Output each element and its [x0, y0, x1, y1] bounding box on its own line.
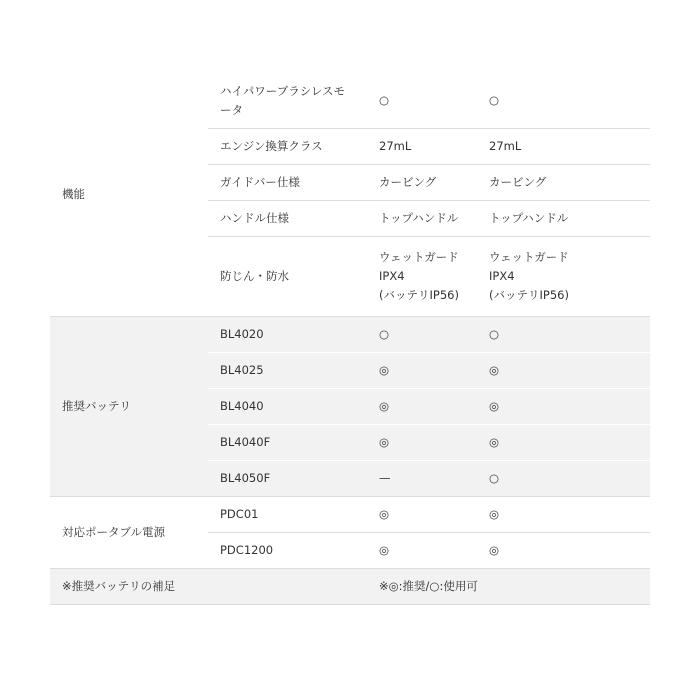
table-row-note: [50, 568, 650, 604]
value-model-a: ○: [367, 316, 477, 352]
table-row: [50, 316, 650, 352]
row-label: BL4025: [208, 352, 367, 388]
value-model-b: ○: [477, 460, 650, 496]
row-label: ハイパワーブラシレスモ ータ: [208, 74, 367, 128]
row-label: BL4040F: [208, 424, 367, 460]
row-label: PDC1200: [208, 532, 367, 568]
value-model-a: トップハンドル: [367, 200, 477, 236]
value-model-a: ◎: [367, 496, 477, 532]
value-model-a: —: [367, 460, 477, 496]
row-label: BL4040: [208, 388, 367, 424]
value-model-b: ◎: [477, 424, 650, 460]
value-model-b: ◎: [477, 388, 650, 424]
row-label: 防じん・防水: [208, 236, 367, 316]
value-model-b: カービング: [477, 164, 650, 200]
value-model-a: ウェットガード IPX4 (バッテリIP56): [367, 236, 477, 316]
value-model-b: ◎: [477, 532, 650, 568]
group-label-features: 機能: [50, 74, 208, 316]
value-model-a: 27mL: [367, 128, 477, 164]
value-model-b: ◎: [477, 352, 650, 388]
value-model-a: ◎: [367, 352, 477, 388]
note-text: ※◎:推奨/○:使用可: [367, 568, 650, 604]
value-model-b: 27mL: [477, 128, 650, 164]
value-model-b: ○: [477, 316, 650, 352]
note-label: ※推奨バッテリの補足: [50, 568, 367, 604]
row-label: BL4020: [208, 316, 367, 352]
row-label: ガイドバー仕様: [208, 164, 367, 200]
value-model-b: ◎: [477, 496, 650, 532]
group-label-recommended-battery: 推奨バッテリ: [50, 316, 208, 496]
value-model-a: ◎: [367, 388, 477, 424]
group-label-portable-power: 対応ポータブル電源: [50, 496, 208, 568]
value-model-b: ウェットガード IPX4 (バッテリIP56): [477, 236, 650, 316]
row-label: ハンドル仕様: [208, 200, 367, 236]
table-row: [50, 74, 650, 128]
value-model-a: ◎: [367, 532, 477, 568]
value-model-a: カービング: [367, 164, 477, 200]
spec-table: [50, 74, 650, 605]
row-label: BL4050F: [208, 460, 367, 496]
row-label: PDC01: [208, 496, 367, 532]
row-label: エンジン換算クラス: [208, 128, 367, 164]
value-model-a: ○: [367, 74, 477, 128]
value-model-b: ○: [477, 74, 650, 128]
table-row: [50, 496, 650, 532]
value-model-a: ◎: [367, 424, 477, 460]
value-model-b: トップハンドル: [477, 200, 650, 236]
